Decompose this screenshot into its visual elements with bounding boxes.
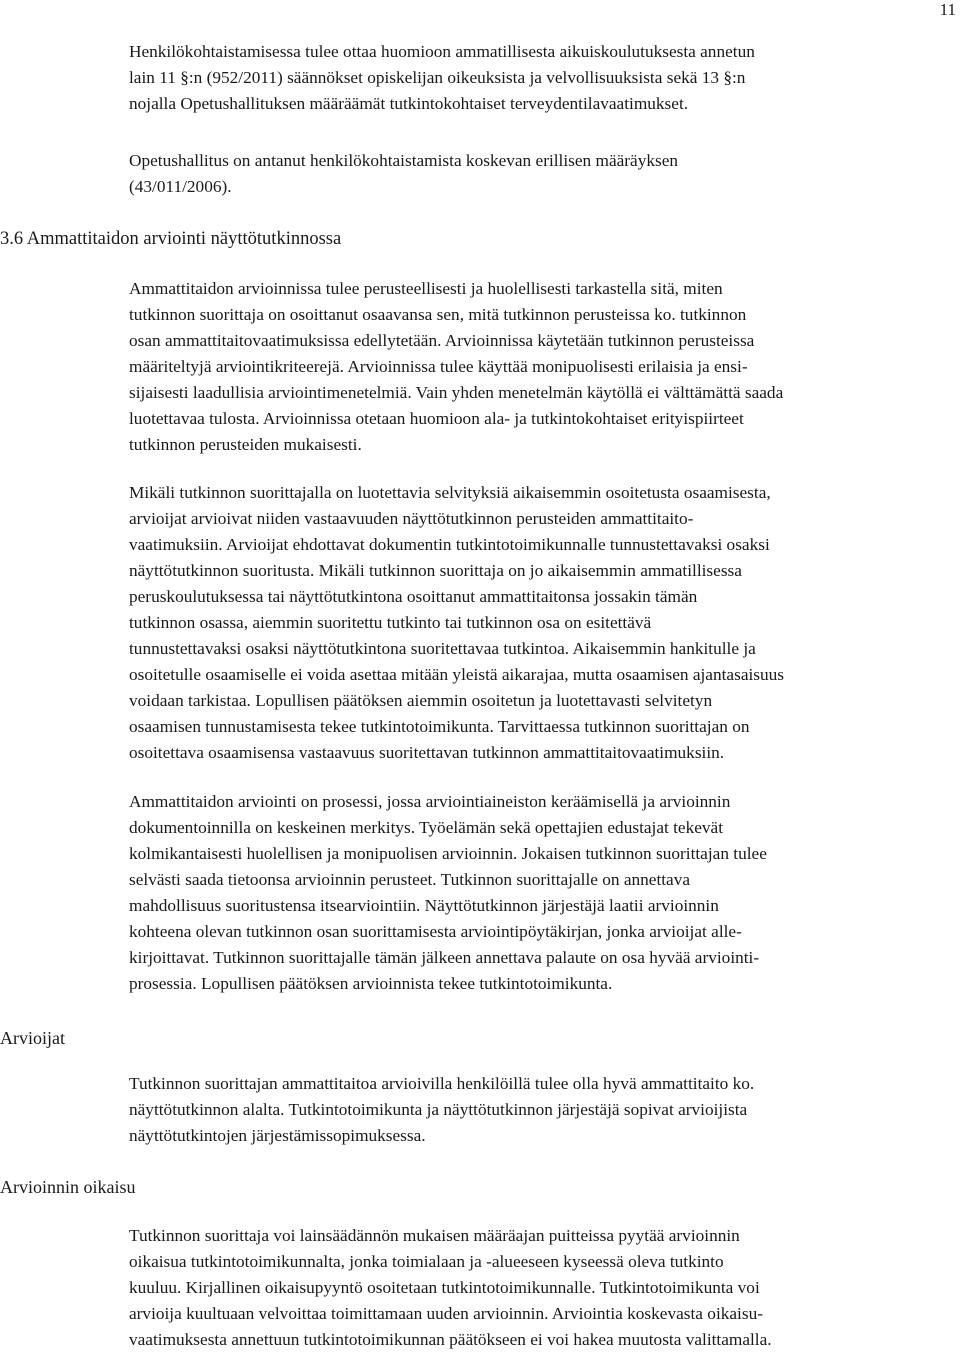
text-line: näyttötutkinnon suoritusta. Mikäli tutkinnon suorittaja on jo aikaisemmin ammatillisessa bbox=[129, 561, 742, 580]
text-line: osoitetulle osaamiselle ei voida asettaa mitään yleistä aikarajaa, mutta osaamisen ajantasaisuus bbox=[129, 665, 785, 684]
text-line: vaatimuksesta annettuun tutkintotoimikunnan päätökseen ei voi hakea muutosta valittamalla. bbox=[129, 1330, 772, 1349]
assessment-paragraph bbox=[129, 276, 959, 458]
text-line: tunnustettavaksi osaksi näyttötutkintona suoritettavaa tutkintoa. Aikaisemmin hankitulle ja bbox=[129, 639, 756, 658]
text-line: Tutkinnon suorittaja voi lainsäädännön mukaisen määräajan puitteissa pyytää arvioinnin bbox=[129, 1226, 740, 1245]
text-line: mahdollisuus suoritustensa itsearviointiin. Näyttötutkinnon järjestäjä laatii arvioinnin bbox=[129, 896, 719, 915]
text-line: Ammattitaidon arvioinnissa tulee perusteellisesti ja huolellisesti tarkastella sitä, miten bbox=[129, 279, 723, 298]
prior-learning-paragraph bbox=[129, 480, 959, 766]
arvioijat-paragraph bbox=[129, 1071, 959, 1149]
text-line: nojalla Opetushallituksen määräämät tutkintokohtaiset terveydentilavaatimukset. bbox=[129, 94, 689, 113]
text-line: sijaisesti laadullisia arviointimenetelmiä. Vain yhden menetelmän käytöllä ei välttämättä saada bbox=[129, 383, 784, 402]
text-line: Henkilökohtaistamisessa tulee ottaa huomioon ammatillisesta aikuiskoulutuksesta annetun bbox=[129, 42, 755, 61]
side-heading-oikaisu: Arvioinnin oikaisu bbox=[0, 1177, 136, 1197]
text-line: määriteltyjä arviointikriteerejä. Arvioinnissa tulee käyttää monipuolisesti erilaisia ja ensi- bbox=[129, 357, 748, 376]
text-line: luotettavaa tulosta. Arvioinnissa otetaan huomioon ala- ja tutkintokohtaiset erityispiirteet bbox=[129, 409, 744, 428]
text-line: Tutkinnon suorittajan ammattitaitoa arvioivilla henkilöillä tulee olla hyvä ammattitaito ko. bbox=[129, 1074, 755, 1093]
text-line: näyttötutkintojen järjestämissopimuksessa. bbox=[129, 1126, 426, 1145]
text-line: kohteena olevan tutkinnon osan suorittamisesta arviointipöytäkirjan, jonka arvioijat alle- bbox=[129, 922, 742, 941]
text-line: voidaan tarkistaa. Lopullisen päätöksen aiemmin osoitetun ja luotettavasti selvitetyn bbox=[129, 691, 713, 710]
text-line: kuuluu. Kirjallinen oikaisupyyntö osoitetaan tutkintotoimikunnalle. Tutkintotoimikunta voi bbox=[129, 1278, 760, 1297]
text-line: kolmikantaisesti huolellisen ja monipuolisen arvioinnin. Jokaisen tutkinnon suorittajan tulee bbox=[129, 844, 767, 863]
text-line: tutkinnon perusteiden mukaisesti. bbox=[129, 435, 362, 454]
text-line: Ammattitaidon arviointi on prosessi, jossa arviointiaineiston keräämisellä ja arvioinnin bbox=[129, 792, 731, 811]
text-line: peruskoulutuksessa tai näyttötutkintona osoittanut ammattitaitonsa jossakin tämän bbox=[129, 587, 698, 606]
intro-paragraph-2 bbox=[129, 148, 959, 200]
text-line: Mikäli tutkinnon suorittajalla on luotettavia selvityksiä aikaisemmin osoitetusta osaamisesta, bbox=[129, 483, 771, 502]
text-line: vaatimuksiin. Arvioijat ehdottavat dokumentin tutkintotoimikunnalle tunnustettavaksi osaksi bbox=[129, 535, 770, 554]
text-line: (43/011/2006). bbox=[129, 177, 232, 196]
text-line: lain 11 §:n (952/2011) säännökset opiskelijan oikeuksista ja velvollisuuksista sekä 13 §:n bbox=[129, 68, 746, 87]
text-line: selvästi saada tietoonsa arvioinnin perusteet. Tutkinnon suorittajalle on annettava bbox=[129, 870, 691, 889]
intro-paragraph-1 bbox=[129, 39, 959, 117]
text-line: arvioijat arvioivat niiden vastaavuuden näyttötutkinnon perusteiden ammattitaito- bbox=[129, 509, 694, 528]
section-heading: 3.6 Ammattitaidon arviointi näyttötutkinnossa bbox=[0, 229, 342, 249]
text-line: tutkinnon osassa, aiemmin suoritettu tutkinto tai tutkinnon osa on esitettävä bbox=[129, 613, 652, 632]
text-line: oikaisua tutkintotoimikunnalta, jonka toimialaan ja -alueeseen kyseessä oleva tutkinto bbox=[129, 1252, 724, 1271]
oikaisu-paragraph bbox=[129, 1223, 959, 1353]
text-line: arvioija kuultuaan velvoittaa toimittamaan uuden arvioinnin. Arviointia koskevasta oikaisu- bbox=[129, 1304, 763, 1323]
text-line: tutkinnon suorittaja on osoittanut osaavansa sen, mitä tutkinnon perusteissa ko. tutkinnon bbox=[129, 305, 747, 324]
text-line: näyttötutkinnon alalta. Tutkintotoimikunta ja näyttötutkinnon järjestäjä sopivat arvioijista bbox=[129, 1100, 748, 1119]
text-line: osan ammattitaitovaatimuksissa edellytetään. Arvioinnissa käytetään tutkinnon perusteissa bbox=[129, 331, 755, 350]
text-line: kirjoittavat. Tutkinnon suorittajalle tämän jälkeen annettava palaute on osa hyvää arviointi- bbox=[129, 948, 760, 967]
text-line: prosessia. Lopullisen päätöksen arvioinnista tekee tutkintotoimikunta. bbox=[129, 974, 613, 993]
side-heading-arvioijat: Arvioijat bbox=[0, 1028, 65, 1048]
text-line: osaamisen tunnustamisesta tekee tutkintotoimikunta. Tarvittaessa tutkinnon suorittajan on bbox=[129, 717, 750, 736]
text-line: osoitettava osaamisensa vastaavuus suoritettavan tutkinnon ammattitaitovaatimuksiin. bbox=[129, 743, 725, 762]
text-line: Opetushallitus on antanut henkilökohtaistamista koskevan erillisen määräyksen bbox=[129, 151, 679, 170]
page-number: 11 bbox=[939, 0, 956, 19]
process-paragraph bbox=[129, 789, 959, 997]
text-line: dokumentoinnilla on keskeinen merkitys. Työelämän sekä opettajien edustajat tekevät bbox=[129, 818, 724, 837]
